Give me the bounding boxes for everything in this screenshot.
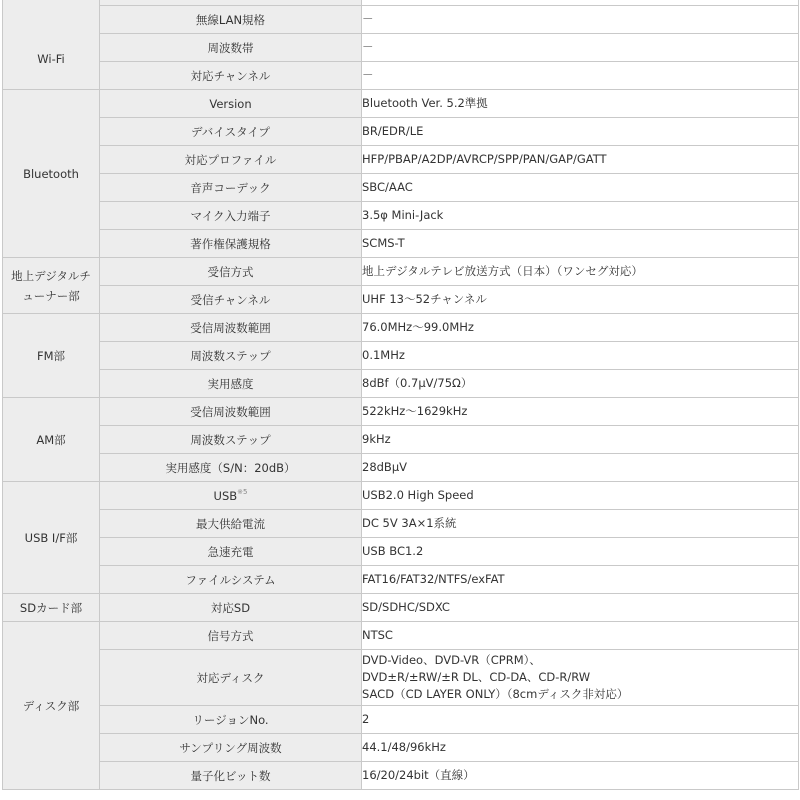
spec-table	[2, 0, 799, 790]
spec-label-text: サンプリング周波数	[179, 740, 282, 755]
spec-label	[100, 510, 362, 538]
spec-value	[362, 454, 799, 482]
spec-value-line: －	[362, 68, 374, 82]
spec-label-text: 対応チャンネル	[190, 68, 271, 83]
table-row	[3, 342, 799, 370]
spec-value-line: NTSC	[362, 628, 393, 642]
spec-label-text: 対応SD	[210, 600, 251, 615]
spec-value	[362, 650, 799, 706]
section-category-label: SDカード部	[19, 600, 83, 615]
table-row	[3, 286, 799, 314]
section-category-label: Bluetooth	[23, 166, 79, 181]
spec-value	[362, 510, 799, 538]
spec-value-line: USB2.0 High Speed	[362, 488, 474, 502]
spec-value	[362, 566, 799, 594]
table-row	[3, 650, 799, 706]
spec-label	[100, 286, 362, 314]
spec-value-line: USB BC1.2	[362, 544, 424, 558]
spec-label	[100, 762, 362, 790]
section-category-label: Wi-Fi	[37, 52, 65, 66]
spec-label	[100, 230, 362, 258]
spec-value-line: 2	[362, 712, 370, 726]
spec-value-line: Bluetooth Ver. 5.2準拠	[362, 96, 488, 110]
spec-value-line: －	[362, 12, 374, 26]
table-row	[3, 230, 799, 258]
table-row	[3, 538, 799, 566]
spec-label	[100, 174, 362, 202]
spec-value	[362, 34, 799, 62]
spec-value	[362, 594, 799, 622]
spec-value-line: DC 5V 3A×1系統	[362, 516, 457, 530]
table-row	[3, 482, 799, 510]
spec-value	[362, 90, 799, 118]
table-row	[3, 734, 799, 762]
spec-label-text: 対応プロファイル	[184, 152, 277, 167]
spec-label	[100, 370, 362, 398]
spec-value-line: 44.1/48/96kHz	[362, 740, 446, 754]
spec-value-line: DVD±R/±RW/±R DL、CD-DA、CD-R/RW	[362, 670, 591, 684]
section-category	[3, 482, 100, 594]
spec-label	[100, 202, 362, 230]
section-category	[3, 0, 100, 90]
section-category-label: ディスク部	[22, 698, 80, 713]
table-row	[3, 622, 799, 650]
section-category-label: USB I/F部	[24, 530, 78, 545]
spec-table-body	[3, 0, 799, 790]
spec-label	[100, 62, 362, 90]
spec-label-text: 周波数帯	[207, 40, 254, 55]
spec-label	[100, 34, 362, 62]
section-category	[3, 90, 100, 258]
spec-value	[362, 398, 799, 426]
spec-value	[362, 146, 799, 174]
spec-value-line: 28dBμV	[362, 460, 408, 474]
spec-value	[362, 202, 799, 230]
spec-label-text: 音声コーデック	[190, 180, 271, 195]
spec-label	[100, 734, 362, 762]
section-category	[3, 594, 100, 622]
spec-label	[100, 454, 362, 482]
section-category	[3, 398, 100, 482]
spec-value	[362, 230, 799, 258]
spec-label-text: 最大供給電流	[196, 516, 265, 531]
spec-label	[100, 146, 362, 174]
spec-label	[100, 650, 362, 706]
spec-label	[100, 342, 362, 370]
spec-value-line: FAT16/FAT32/NTFS/exFAT	[362, 572, 505, 586]
spec-value	[362, 6, 799, 34]
spec-value-line: SACD（CD LAYER ONLY）（8cmディスク非対応）	[362, 687, 629, 701]
section-category	[3, 258, 100, 314]
section-category-label: ューナー部	[22, 288, 80, 303]
spec-value	[362, 258, 799, 286]
table-row	[3, 90, 799, 118]
spec-label-text: 実用感度	[207, 376, 254, 391]
spec-label-text: 急速充電	[207, 544, 254, 559]
section-category-label: 地上デジタルチ	[11, 268, 91, 283]
spec-label	[100, 426, 362, 454]
spec-value-line: 9kHz	[362, 432, 391, 446]
table-row	[3, 426, 799, 454]
spec-value	[362, 426, 799, 454]
spec-value	[362, 342, 799, 370]
spec-value-line: BR/EDR/LE	[362, 124, 424, 138]
spec-label	[100, 482, 362, 510]
spec-value	[362, 174, 799, 202]
spec-label	[100, 594, 362, 622]
table-row	[3, 62, 799, 90]
spec-label-text: 量子化ビット数	[190, 768, 271, 783]
spec-value-line: HFP/PBAP/A2DP/AVRCP/SPP/PAN/GAP/GATT	[362, 152, 607, 166]
spec-label-text: 無線LAN規格	[195, 12, 266, 27]
spec-label-text: USB	[213, 488, 238, 503]
spec-label	[100, 90, 362, 118]
spec-label	[100, 398, 362, 426]
spec-value	[362, 118, 799, 146]
section-category-label: AM部	[36, 432, 66, 447]
spec-value	[362, 286, 799, 314]
spec-value-line: UHF 13～52チャンネル	[362, 292, 487, 306]
spec-value	[362, 734, 799, 762]
spec-label-text: ファイルシステム	[185, 572, 276, 587]
spec-label-text: 対応ディスク	[196, 670, 265, 685]
table-row	[3, 594, 799, 622]
table-row	[3, 258, 799, 286]
table-row	[3, 706, 799, 734]
table-row	[3, 566, 799, 594]
spec-label-text: 信号方式	[207, 628, 254, 643]
spec-label	[100, 538, 362, 566]
spec-value	[362, 706, 799, 734]
spec-label-text: 受信周波数範囲	[190, 404, 271, 419]
spec-label-text: 受信方式	[207, 264, 254, 279]
spec-value	[362, 482, 799, 510]
spec-label	[100, 622, 362, 650]
spec-label-text: Version	[209, 96, 252, 111]
table-row	[3, 398, 799, 426]
spec-label	[100, 566, 362, 594]
spec-value	[362, 370, 799, 398]
spec-value-line: DVD-Video、DVD-VR（CPRM）、	[362, 653, 541, 667]
table-row	[3, 34, 799, 62]
spec-label	[100, 258, 362, 286]
table-row	[3, 762, 799, 790]
spec-value-line: 16/20/24bit（直線）	[362, 768, 475, 782]
footnote-marker: ※5	[237, 487, 248, 496]
table-row	[3, 202, 799, 230]
table-row	[3, 6, 799, 34]
table-row	[3, 314, 799, 342]
spec-value-line: SD/SDHC/SDXC	[362, 600, 450, 614]
spec-label-text: 実用感度（S/N：20dB）	[165, 460, 296, 475]
spec-value	[362, 62, 799, 90]
spec-value-line: SBC/AAC	[362, 180, 413, 194]
spec-label-text: 周波数ステップ	[190, 348, 271, 363]
table-row	[3, 370, 799, 398]
spec-value-line: 8dBf（0.7μV/75Ω）	[362, 376, 473, 390]
spec-label-text: デバイスタイプ	[190, 124, 271, 139]
spec-value-line: SCMS-T	[362, 236, 405, 250]
spec-label	[100, 706, 362, 734]
spec-label-text: 著作権保護規格	[190, 236, 271, 251]
spec-value	[362, 762, 799, 790]
spec-value-line: 3.5φ Mini-Jack	[362, 208, 444, 222]
spec-value-line: 0.1MHz	[362, 348, 405, 362]
spec-value-line: －	[362, 40, 374, 54]
spec-value-line: 地上デジタルテレビ放送方式（日本）（ワンセグ対応）	[362, 264, 643, 278]
table-row	[3, 146, 799, 174]
spec-value	[362, 314, 799, 342]
spec-value	[362, 622, 799, 650]
table-row	[3, 174, 799, 202]
spec-label-text: 受信チャンネル	[190, 292, 271, 307]
spec-label	[100, 314, 362, 342]
spec-value-line: 76.0MHz～99.0MHz	[362, 320, 474, 334]
section-category	[3, 622, 100, 790]
section-category	[3, 314, 100, 398]
section-category-label: FM部	[36, 348, 66, 363]
table-row	[3, 118, 799, 146]
table-row	[3, 510, 799, 538]
spec-label	[100, 6, 362, 34]
spec-label-text: 周波数ステップ	[190, 432, 271, 447]
table-row	[3, 454, 799, 482]
spec-value	[362, 538, 799, 566]
spec-value-line: 522kHz～1629kHz	[362, 404, 468, 418]
spec-label-text: リージョンNo.	[192, 712, 269, 727]
spec-label-text: マイク入力端子	[190, 208, 271, 223]
spec-label	[100, 118, 362, 146]
spec-label-text: 受信周波数範囲	[190, 320, 271, 335]
